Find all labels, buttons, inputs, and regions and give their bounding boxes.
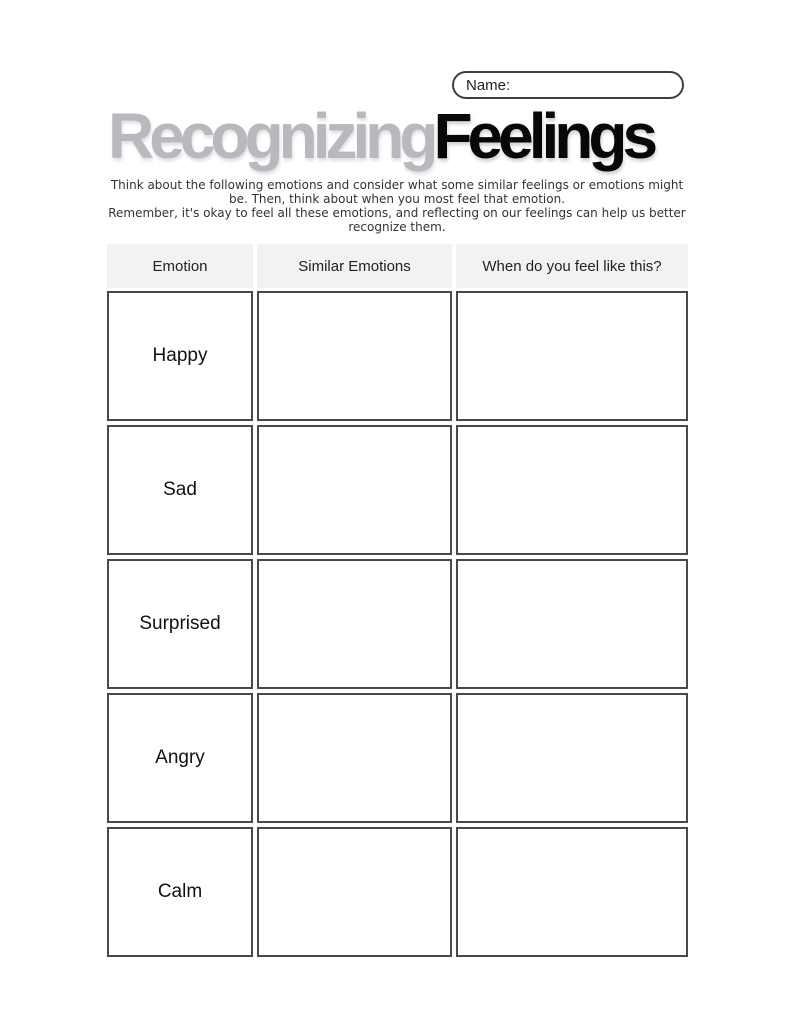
- instructions: [100, 178, 694, 234]
- header-similar-emotions: Similar Emotions: [257, 244, 452, 288]
- title-part-feelings: Feelings: [433, 100, 654, 172]
- header-when: When do you feel like this?: [456, 244, 688, 288]
- emotion-cell-surprised: Surprised: [107, 559, 253, 689]
- name-field[interactable]: [452, 71, 684, 99]
- header-emotion: Emotion: [107, 244, 253, 288]
- when-cell-calm[interactable]: [456, 827, 688, 957]
- page-title: [108, 100, 708, 172]
- name-label: Name:: [466, 76, 511, 94]
- similar-emotions-cell-angry[interactable]: [257, 693, 452, 823]
- title-part-recognizing: Recognizing: [108, 100, 434, 172]
- similar-emotions-cell-sad[interactable]: [257, 425, 452, 555]
- emotion-cell-sad: Sad: [107, 425, 253, 555]
- similar-emotions-cell-happy[interactable]: [257, 291, 452, 421]
- instructions-paragraph-2: Remember, it's okay to feel all these emotions, and reflecting on our feelings can help us better recognize them.: [108, 206, 686, 234]
- when-cell-sad[interactable]: [456, 425, 688, 555]
- emotion-cell-calm: Calm: [107, 827, 253, 957]
- emotion-cell-angry: Angry: [107, 693, 253, 823]
- similar-emotions-cell-surprised[interactable]: [257, 559, 452, 689]
- similar-emotions-cell-calm[interactable]: [257, 827, 452, 957]
- when-cell-surprised[interactable]: [456, 559, 688, 689]
- instructions-paragraph-1: Think about the following emotions and consider what some similar feelings or emotions might be. Then, think about when you most feel that emotion.: [110, 178, 684, 206]
- when-cell-angry[interactable]: [456, 693, 688, 823]
- when-cell-happy[interactable]: [456, 291, 688, 421]
- emotion-cell-happy: Happy: [107, 291, 253, 421]
